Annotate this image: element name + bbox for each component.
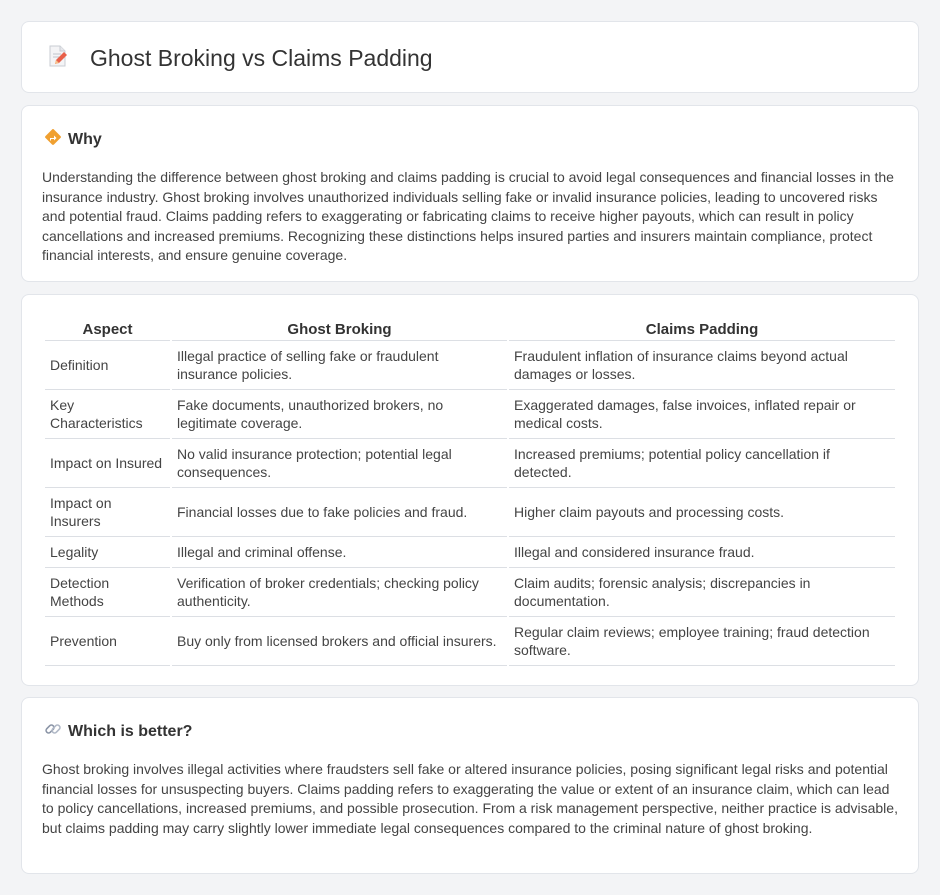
table-row — [45, 389, 895, 438]
aspect-cell: Detection Methods — [45, 567, 170, 616]
why-heading: Why — [68, 130, 102, 148]
ghost-broking-cell: Buy only from licensed brokers and official insurers. — [172, 616, 507, 666]
which-is-better-heading: Which is better? — [68, 722, 193, 740]
claims-padding-cell: Exaggerated damages, false invoices, inflated repair or medical costs. — [509, 389, 895, 438]
title-card — [21, 21, 919, 93]
column-header-ghost-broking: Ghost Broking — [287, 321, 392, 338]
why-section — [21, 105, 919, 282]
aspect-cell: Definition — [45, 340, 170, 389]
aspect-cell: Prevention — [45, 616, 170, 666]
table-row — [45, 536, 895, 567]
document-pencil-icon — [46, 44, 70, 73]
table-row — [45, 487, 895, 536]
claims-padding-cell: Illegal and considered insurance fraud. — [509, 536, 895, 567]
ghost-broking-cell: Illegal and criminal offense. — [172, 536, 507, 567]
claims-padding-cell: Fraudulent inflation of insurance claims beyond actual damages or losses. — [509, 340, 895, 389]
aspect-cell: Legality — [45, 536, 170, 567]
column-header-claims-padding: Claims Padding — [645, 321, 759, 338]
diamond-sign-icon — [44, 128, 62, 151]
link-icon — [44, 720, 62, 743]
ghost-broking-cell: Financial losses due to fake policies and fraud. — [172, 487, 507, 536]
claims-padding-cell: Regular claim reviews; employee training; fraud detection software. — [509, 616, 895, 666]
aspect-cell: Impact on Insured — [45, 438, 170, 487]
ghost-broking-cell: Fake documents, unauthorized brokers, no legitimate coverage. — [172, 389, 507, 438]
table-row — [45, 340, 895, 389]
claims-padding-cell: Claim audits; forensic analysis; discrepancies in documentation. — [509, 567, 895, 616]
which-is-better-section — [21, 697, 919, 874]
page-title: Ghost Broking vs Claims Padding — [90, 45, 433, 71]
ghost-broking-cell: Illegal practice of selling fake or fraudulent insurance policies. — [172, 340, 507, 389]
aspect-cell: Key Characteristics — [45, 389, 170, 438]
table-row — [45, 438, 895, 487]
which-is-better-text: Ghost broking involves illegal activities where fraudsters sell fake or altered insurance policies, posing significant legal risks and potential financial losses for unsuspecting buyers. Claims padding refers to exaggerating the value or extent of an insurance claim, which can lead to policy cancellations, increased premiums, and possible prosecution. From a risk management perspective, neither practice is advisable, but claims padding may carry slightly lower immediate legal consequences compared to the criminal nature of ghost broking. — [42, 761, 898, 836]
ghost-broking-cell: Verification of broker credentials; checking policy authenticity. — [172, 567, 507, 616]
table-row — [45, 567, 895, 616]
column-header-aspect: Aspect — [82, 321, 133, 338]
why-text: Understanding the difference between ghost broking and claims padding is crucial to avoid legal consequences and financial losses in the insurance industry. Ghost broking involves unauthorized individuals selling fake or invalid insurance policies, leading to uncovered risks and potential fraud. Claims padding refers to exaggerating or fabricating claims to receive higher payouts, which can result in policy cancellations and increased premiums. Recognizing these distinctions helps insured parties and insurers maintain compliance, protect financial interests, and ensure genuine coverage. — [42, 169, 894, 263]
table-row — [45, 616, 895, 666]
ghost-broking-cell: No valid insurance protection; potential legal consequences. — [172, 438, 507, 487]
comparison-section — [21, 294, 919, 686]
claims-padding-cell: Increased premiums; potential policy cancellation if detected. — [509, 438, 895, 487]
aspect-cell: Impact on Insurers — [45, 487, 170, 536]
claims-padding-cell: Higher claim payouts and processing costs. — [509, 487, 895, 536]
comparison-table — [43, 317, 897, 666]
table-header-row — [45, 317, 895, 340]
